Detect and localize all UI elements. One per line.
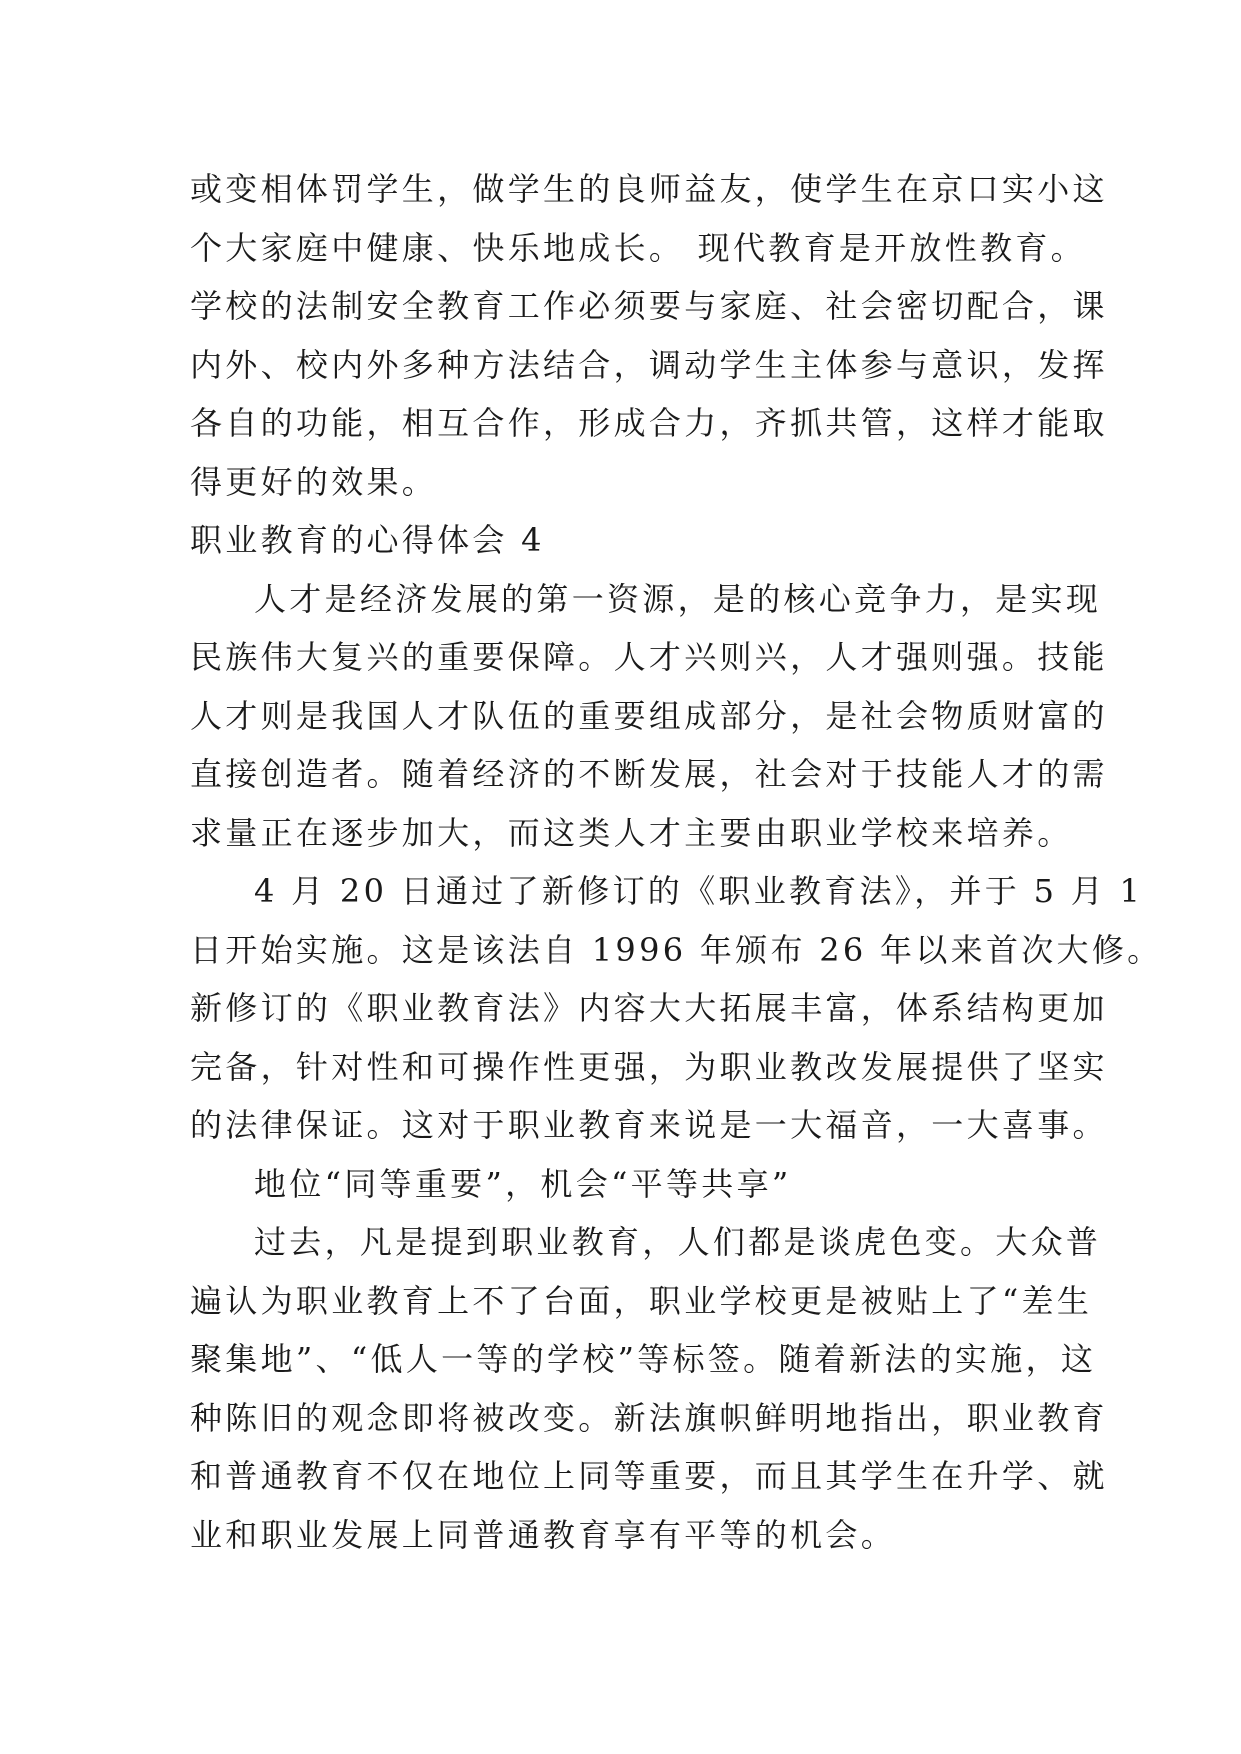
text-line: 聚集地”、“低人一等的学校”等标签。随着新法的实施，这 bbox=[190, 1340, 1097, 1378]
text-line: 求量正在逐步加大，而这类人才主要由职业学校来培养。 bbox=[190, 813, 1073, 852]
text-line: 职业教育的心得体会 4 bbox=[190, 521, 545, 559]
text-line: 和普通教育不仅在地位上同等重要，而且其学生在升学、就 bbox=[190, 1457, 1108, 1495]
text-line: 完备，针对性和可操作性更强，为职业教改发展提供了坚实 bbox=[190, 1047, 1108, 1086]
text-line: 种陈旧的观念即将被改变。新法旗帜鲜明地指出，职业教育 bbox=[190, 1398, 1108, 1437]
text-line: 得更好的效果。 bbox=[190, 462, 438, 501]
text-line: 民族伟大复兴的重要保障。人才兴则兴，人才强则强。技能 bbox=[190, 638, 1108, 676]
text-line: 日开始实施。这是该法自 1996 年颁布 26 年以来首次大修。 bbox=[190, 930, 1163, 969]
text-line: 人才是经济发展的第一资源，是的核心竞争力，是实现 bbox=[254, 579, 1102, 618]
text-line: 新修订的《职业教育法》内容大大拓展丰富，体系结构更加 bbox=[190, 989, 1108, 1027]
text-line: 或变相体罚学生，做学生的良师益友，使学生在京口实小这 bbox=[190, 170, 1108, 208]
text-line: 人才则是我国人才队伍的重要组成部分，是社会物质财富的 bbox=[190, 696, 1108, 735]
text-line: 各自的功能，相互合作，形成合力，齐抓共管，这样才能取 bbox=[190, 404, 1108, 442]
document-body bbox=[190, 160, 1163, 1564]
text-line: 遍认为职业教育上不了台面，职业学校更是被贴上了“差生 bbox=[190, 1281, 1093, 1320]
text-line: 业和职业发展上同普通教育享有平等的机会。 bbox=[190, 1515, 897, 1554]
text-line: 直接创造者。随着经济的不断发展，社会对于技能人才的需 bbox=[190, 755, 1108, 793]
text-line: 地位“同等重要”，机会“平等共享” bbox=[254, 1164, 792, 1203]
text-line: 个大家庭中健康、快乐地成长。 现代教育是开放性教育。 bbox=[190, 228, 1086, 267]
text-line: 过去，凡是提到职业教育，人们都是谈虎色变。大众普 bbox=[254, 1223, 1102, 1261]
text-line: 学校的法制安全教育工作必须要与家庭、社会密切配合，课 bbox=[190, 287, 1108, 325]
text-line: 的法律保证。这对于职业教育来说是一大福音，一大喜事。 bbox=[190, 1106, 1108, 1144]
text-line: 4 月 20 日通过了新修订的《职业教育法》，并于 5 月 1 bbox=[254, 872, 1144, 910]
text-line: 内外、校内外多种方法结合，调动学生主体参与意识，发挥 bbox=[190, 345, 1108, 384]
